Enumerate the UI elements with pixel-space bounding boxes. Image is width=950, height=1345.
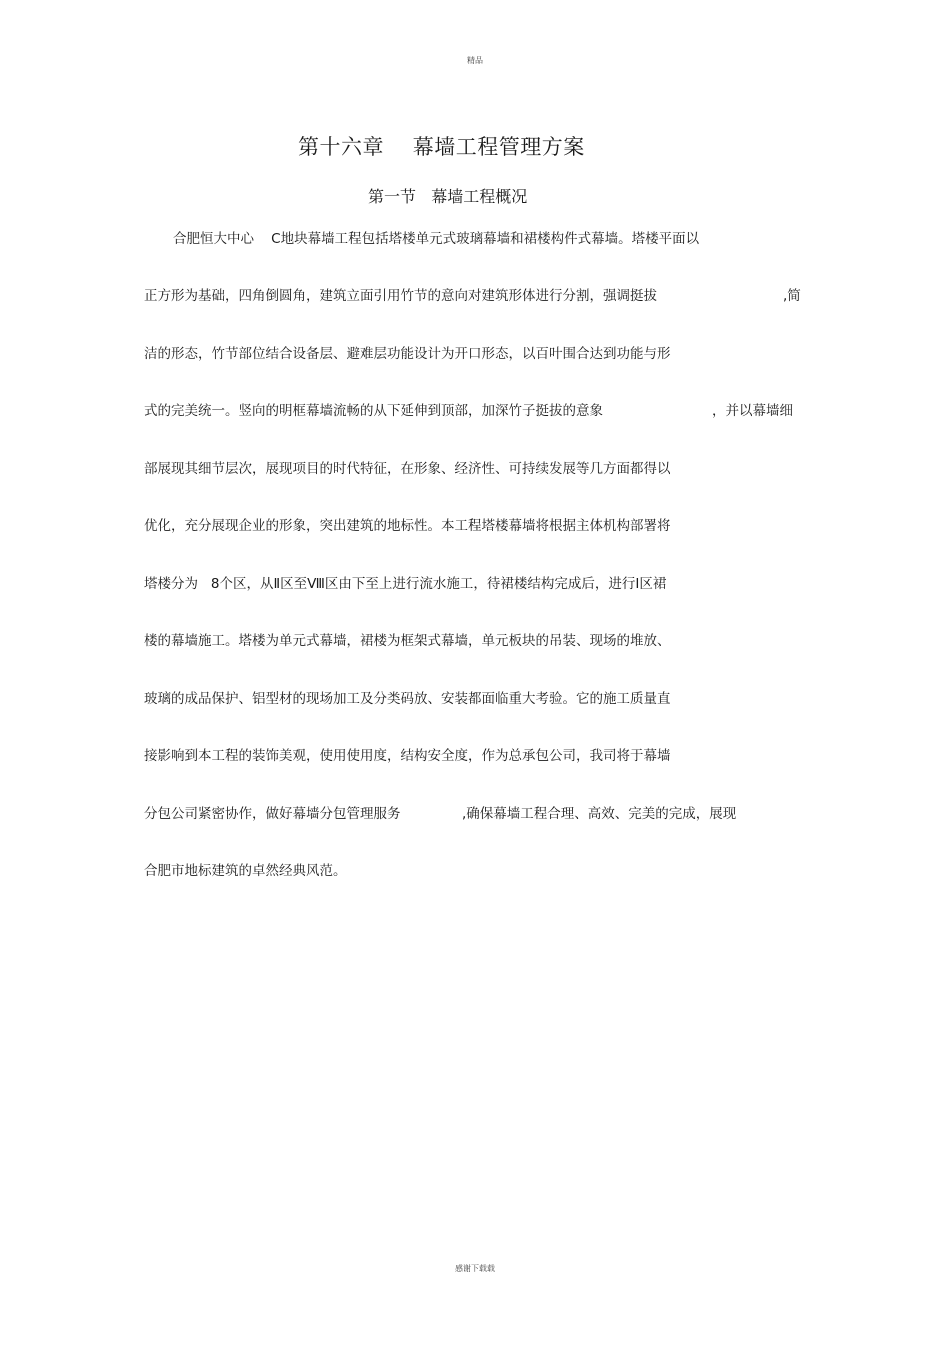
page-header: 精品	[467, 56, 483, 65]
body-line-9: 玻璃的成品保护、铝型材的现场加工及分类码放、安装都面临重大考验。它的施工质量直	[144, 691, 671, 707]
section-title: 第一节 幕墙工程概况	[368, 187, 528, 206]
body-line-4: 式的完美统一。竖向的明框幕墙流畅的从下延伸到顶部，加深竹子挺拔的意象	[144, 403, 603, 419]
body-line-3: 洁的形态，竹节部位结合设备层、避难层功能设计为开口形态，以百叶围合达到功能与形	[144, 346, 671, 362]
body-line-1: 合肥恒大中心 C地块幕墙工程包括塔楼单元式玻璃幕墙和裙楼构件式幕墙。塔楼平面以	[173, 231, 700, 247]
body-line-7: 塔楼分为 8个区，从Ⅱ区至Ⅷ区由下至上进行流水施工，待裙楼结构完成后，进行Ⅰ区裙	[144, 576, 667, 592]
body-line-11-tail: ,确保幕墙工程合理、高效、完美的完成，展现	[462, 806, 737, 822]
page-footer: 感谢下载载	[455, 1264, 495, 1273]
body-line-2-tail: ,简	[783, 288, 801, 304]
body-line-12: 合肥市地标建筑的卓然经典风范。	[144, 863, 347, 879]
body-line-2: 正方形为基础，四角倒圆角，建筑立面引用竹节的意向对建筑形体进行分割，强调挺拔	[144, 288, 657, 304]
chapter-title: 第十六章 幕墙工程管理方案	[298, 135, 585, 159]
body-line-11: 分包公司紧密协作，做好幕墙分包管理服务	[144, 806, 401, 822]
body-line-10: 接影响到本工程的装饰美观，使用使用度，结构安全度，作为总承包公司，我司将于幕墙	[144, 748, 671, 764]
body-line-6: 优化，充分展现企业的形象，突出建筑的地标性。本工程塔楼幕墙将根据主体机构部署将	[144, 518, 671, 534]
body-line-4-tail: ，并以幕墙细	[712, 403, 793, 419]
body-line-5: 部展现其细节层次，展现项目的时代特征，在形象、经济性、可持续发展等几方面都得以	[144, 461, 671, 477]
body-line-8: 楼的幕墙施工。塔楼为单元式幕墙，裙楼为框架式幕墙，单元板块的吊装、现场的堆放、	[144, 633, 671, 649]
